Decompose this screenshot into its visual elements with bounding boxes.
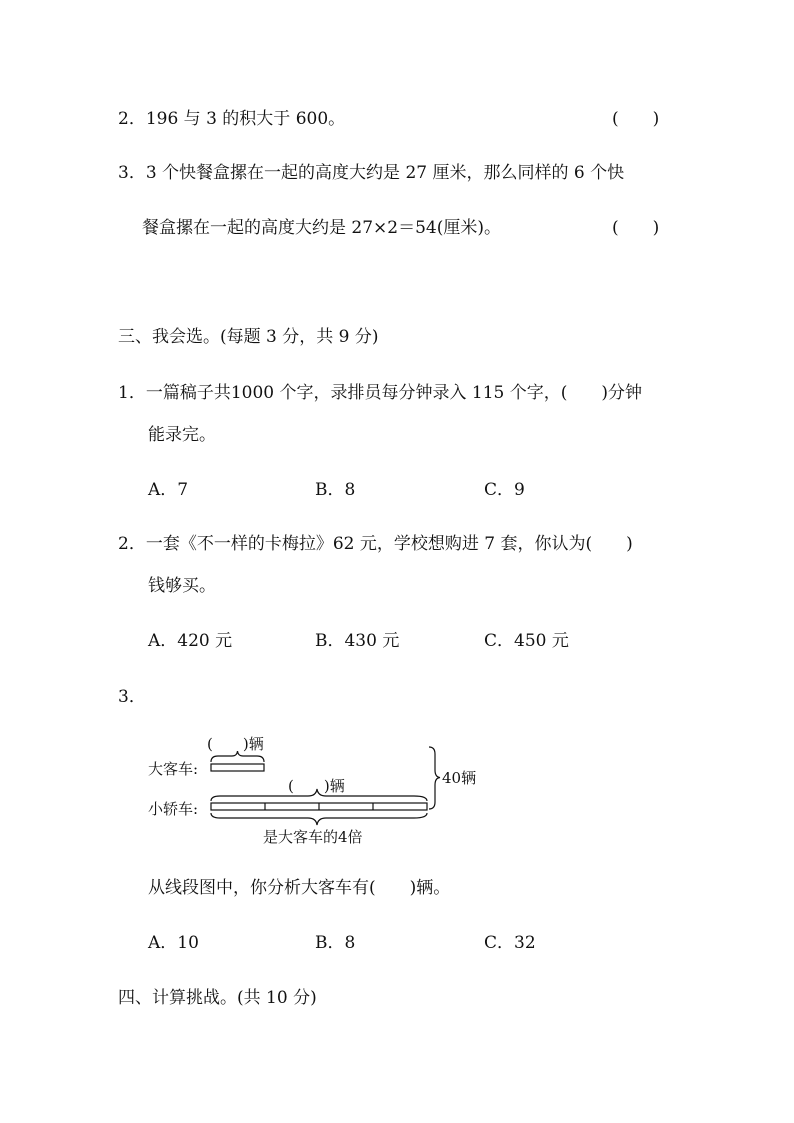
s3-q2-option-b[interactable]: B．430 元 [315,631,400,651]
bus-quantity-label[interactable]: ( )辆 [207,735,264,753]
s3-q1-line1: 1．一篇稿子共1000 个字，录排员每分钟录入 115 个字，( )分钟 [118,383,643,403]
s3-q1-option-b[interactable]: B．8 [315,480,356,500]
s3-q3-number: 3． [118,687,146,707]
car-label: 小轿车: [148,800,199,818]
section3-heading: 三、我会选。(每题 3 分，共 9 分) [118,327,379,347]
s3-q1-option-c[interactable]: C．9 [484,480,525,500]
judge-q3-line1: 3．3 个快餐盒摞在一起的高度大约是 27 厘米，那么同样的 6 个快 [118,163,625,183]
judge-q3-answer-paren[interactable]: ( ) [612,218,660,238]
s3-q2-line2: 钱够买。 [148,576,216,596]
s3-q2-option-c[interactable]: C．450 元 [484,631,569,651]
s3-q1-option-a[interactable]: A．7 [148,480,189,500]
judge-q2-text: 2．196 与 3 的积大于 600。 [118,109,346,129]
total-label: 40辆 [442,769,477,787]
s3-q2-option-a[interactable]: A．420 元 [148,631,233,651]
total-brace [429,747,440,809]
car-quantity-label[interactable]: ( )辆 [288,777,345,795]
s3-q1-line2: 能录完。 [148,425,216,445]
s3-q3-option-b[interactable]: B．8 [315,933,356,953]
relation-label: 是大客车的4倍 [263,828,363,846]
judge-q2-answer-paren[interactable]: ( ) [612,109,660,129]
s3-q3-option-a[interactable]: A．10 [148,933,199,953]
bus-segment [211,764,264,771]
bus-label: 大客车: [148,760,199,778]
section4-heading: 四、计算挑战。(共 10 分) [118,988,317,1008]
judge-q3-line2: 餐盒摞在一起的高度大约是 27×2＝54(厘米)。 [142,218,501,238]
s3-q2-line1: 2．一套《不一样的卡梅拉》62 元，学校想购进 7 套，你认为( ) [118,534,633,554]
s3-q3-question: 从线段图中，你分析大客车有( )辆。 [148,878,451,898]
car-brace-bottom [211,813,427,825]
s3-q3-option-c[interactable]: C．32 [484,933,536,953]
